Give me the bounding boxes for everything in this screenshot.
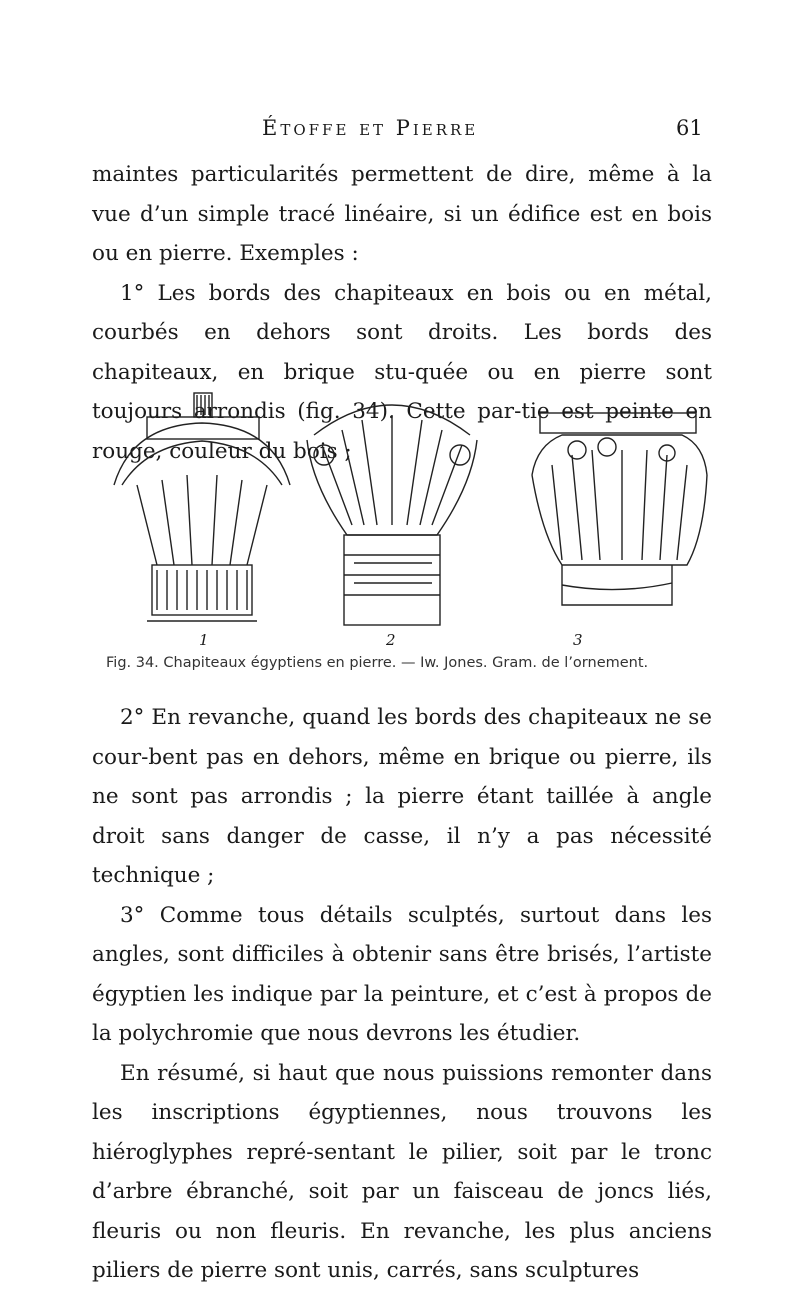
running-title: Étoffe et Pierre xyxy=(262,116,479,140)
page-number: 61 xyxy=(676,116,703,140)
paragraph: 3° Comme tous détails sculptés, surtout dans les angles, sont difficiles à obtenir sans être brisés, l’artiste égyptien les indique par la peinture, et c’est à propos de la polychromie que nous devrons les étudier. xyxy=(92,902,712,1046)
figure-numbers xyxy=(92,631,712,653)
running-head xyxy=(0,116,800,146)
figure-number: 2 xyxy=(386,631,396,649)
paragraph: 2° En revanche, quand les bords des chapiteaux ne se cour-bent pas en dehors, même en brique ou pierre, ils ne sont pas arrondis ; la pierre étant taillée à angle droit sans danger de casse, il n’y a pas nécessité technique ; xyxy=(92,705,712,888)
figure-number: 3 xyxy=(573,631,583,649)
capital-1-drawing xyxy=(114,393,290,621)
capital-2-drawing xyxy=(307,405,477,625)
capital-3-drawing xyxy=(532,413,707,605)
capitals-illustration xyxy=(92,385,712,630)
figure-caption: Fig. 34. Chapiteaux égyptiens en pierre. — Iw. Jones. Gram. de l’ornement. xyxy=(106,655,649,671)
paragraph: 1° Les bords des chapiteaux en bois ou en métal, courbés en dehors sont droits. Les bords des chapiteaux, en brique stu-quée ou en pierre sont toujours arrondis (fig. 34). Cette par-tie est peinte en rouge, couleur du bois ; xyxy=(92,280,712,464)
paragraph: En résumé, si haut que nous puissions remonter dans les inscriptions égyptiennes, nous trouvons les hiéroglyphes repré-sentant le pilier, soit par le tronc d’arbre ébranché, soit par un faisceau de joncs liés, fleuris ou non fleuris. En revanche, les plus anciens piliers de pierre sont unis, carrés, sans sculptures xyxy=(92,1060,712,1283)
paragraph: maintes particularités permettent de dire, même à la vue d’un simple tracé linéaire, si un édifice est en bois ou en pierre. Exemples : xyxy=(92,162,712,266)
figure-34 xyxy=(92,385,712,685)
figure-number: 1 xyxy=(199,631,209,649)
text-block-bottom xyxy=(92,698,712,1291)
